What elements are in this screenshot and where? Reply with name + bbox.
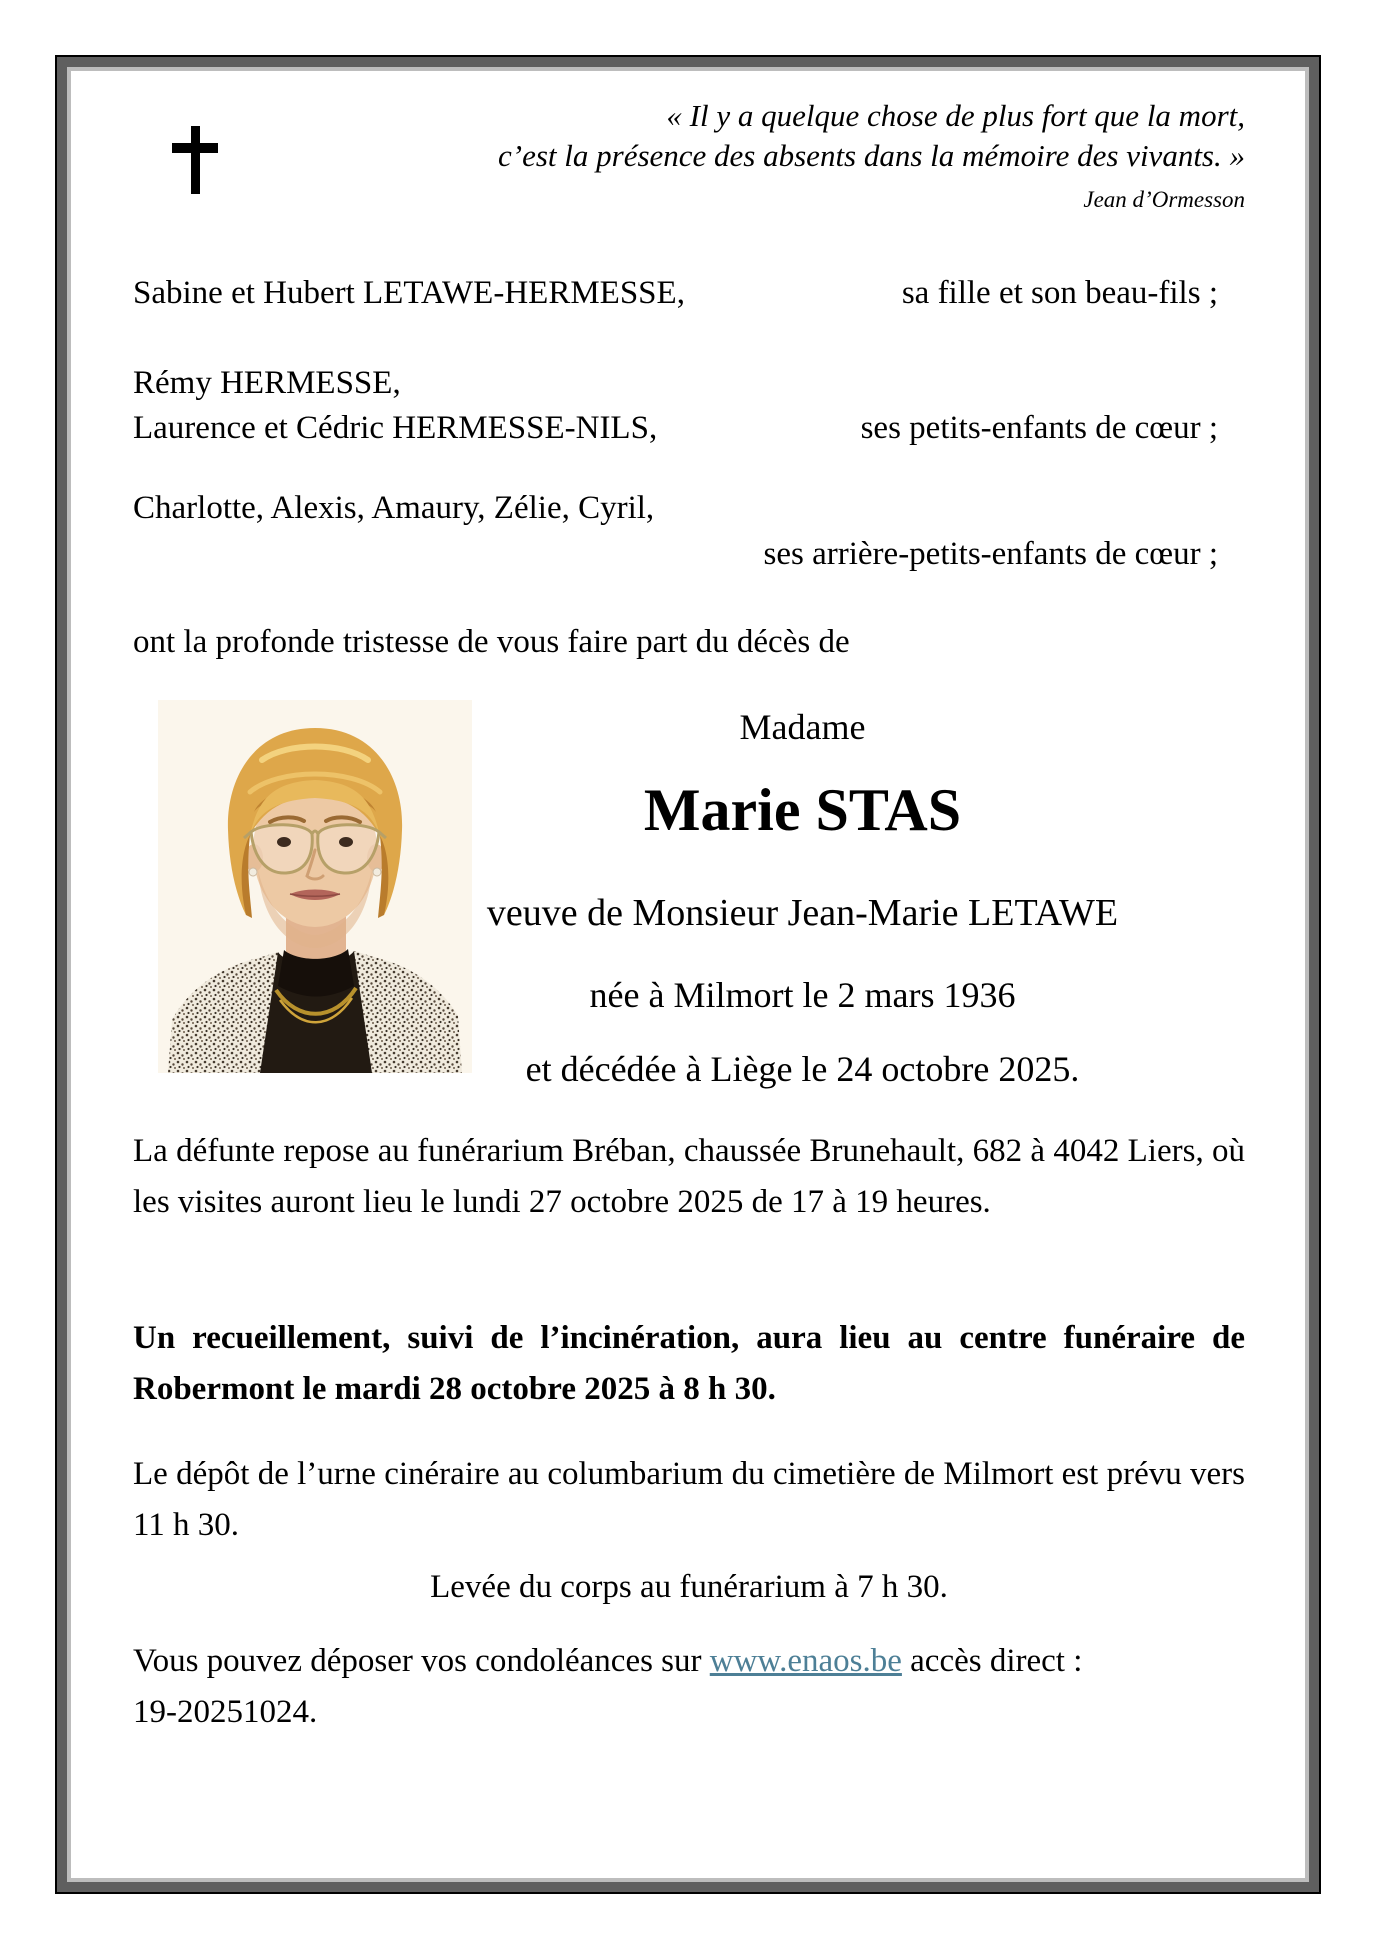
cross-icon: [172, 126, 218, 194]
family-line-great-grandchildren-relation: [133, 533, 1218, 575]
condolences-code: 19-20251024.: [133, 1694, 318, 1730]
deceased-widow-line: veuve de Monsieur Jean-Marie LETAWE: [486, 892, 1119, 934]
deceased-block: [360, 705, 1245, 1091]
family-grandson-names: Rémy HERMESSE,: [133, 365, 401, 401]
family-daughter-relation: sa fille et son beau-fils ;: [901, 275, 1218, 311]
family-great-grandchildren-relation: ses arrière-petits-enfants de cœur ;: [763, 536, 1218, 572]
family-line-grandchildren: [133, 407, 1218, 449]
family-line-grandson: [133, 362, 1218, 404]
cross-icon-vertical-bar: [191, 126, 200, 194]
quote-line-2: c’est la présence des absents dans la mémoire des vivants. »: [498, 138, 1245, 173]
cross-icon-horizontal-bar: [172, 143, 218, 153]
announcement-intro-text: ont la profonde tristesse de vous faire part du décès de: [133, 624, 850, 660]
deceased-name: Marie STAS: [643, 777, 962, 843]
quote-author: Jean d’Ormesson: [1083, 187, 1245, 212]
condolences-suffix: accès direct :: [910, 1643, 1083, 1679]
enaos-link[interactable]: www.enaos.be: [709, 1643, 902, 1679]
family-great-grandchildren-names: Charlotte, Alexis, Amaury, Zélie, Cyril,: [133, 490, 655, 526]
levee-line: Levée du corps au funérarium à 7 h 30.: [430, 1569, 948, 1605]
memorial-quote: [295, 96, 1245, 215]
family-line-great-grandchildren: [133, 487, 1218, 529]
announcement-intro: [133, 621, 1218, 663]
deceased-birth-line: née à Milmort le 2 mars 1936: [589, 975, 1016, 1015]
family-grandchildren-relation: ses petits-enfants de cœur ;: [860, 410, 1218, 446]
condolences-paragraph: [133, 1636, 1245, 1738]
urn-paragraph: Le dépôt de l’urne cinéraire au columbarium du cimetière de Milmort est prévu vers 11 h 30.: [133, 1456, 1245, 1543]
family-line-daughter: [133, 272, 1218, 314]
condolences-prefix: Vous pouvez déposer vos condoléances sur: [133, 1643, 702, 1679]
family-grandchildren-names: Laurence et Cédric HERMESSE-NILS,: [133, 410, 658, 446]
repose-paragraph: La défunte repose au funérarium Bréban, chaussée Brunehault, 682 à 4042 Liers, où les visites auront lieu le lundi 27 octobre 2025 de 17 à 19 heures.: [133, 1133, 1245, 1220]
deceased-death-line: et décédée à Liège le 24 octobre 2025.: [525, 1049, 1080, 1089]
family-daughter-names: Sabine et Hubert LETAWE-HERMESSE,: [133, 275, 685, 311]
ceremony-paragraph: Un recueillement, suivi de l’incinération, aura lieu au centre funéraire de Robermont le mardi 28 octobre 2025 à 8 h 30.: [133, 1320, 1245, 1407]
deceased-honorific: Madame: [739, 707, 866, 747]
quote-line-1: « Il y a quelque chose de plus fort que la mort,: [666, 98, 1245, 133]
